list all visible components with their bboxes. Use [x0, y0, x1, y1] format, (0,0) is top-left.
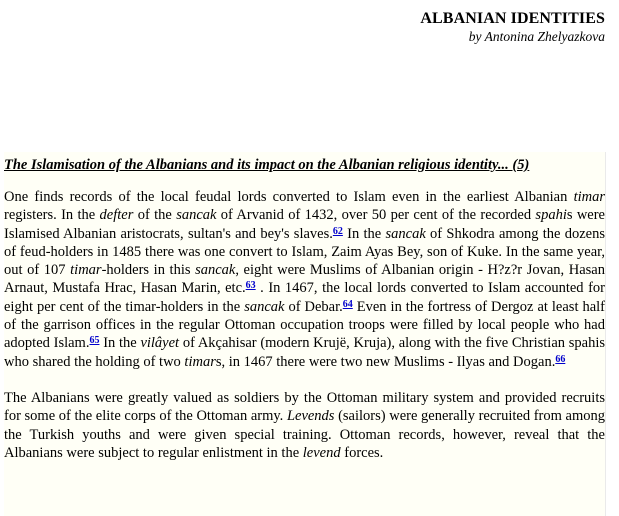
text-run: The Albanians were greatly valued as soldiers by the Ottoman military system and provided recruits for some of the elite corps of the Ottoman army. [4, 389, 605, 425]
italic-term: timar [184, 353, 216, 370]
paragraph-1 [4, 188, 605, 371]
italic-term: defter [99, 207, 134, 224]
italic-term: sancak [195, 262, 236, 279]
italic-term: spahi [535, 207, 567, 224]
article-header [420, 9, 605, 45]
italic-term: timar [573, 189, 605, 205]
text-run: s, in 1467 there were two new Muslims - Ilyas and Dogan. [215, 353, 556, 370]
text-run: In the [342, 225, 386, 242]
article-body [4, 152, 606, 516]
text-run: of Akçahisar (modern Krujë, Kruja), along with the five Christian spahis who shared the holding of two [4, 335, 605, 370]
article-title: ALBANIAN IDENTITIES [420, 10, 605, 27]
paragraph-2 [4, 389, 605, 462]
italic-term: sancak [385, 225, 426, 242]
footnote-link-62[interactable]: 62 [332, 225, 343, 237]
text-run: registers. In the [4, 207, 100, 224]
footnote-link-65[interactable]: 65 [89, 335, 100, 347]
italic-term: sancak [244, 298, 285, 315]
article-author: by Antonina Zhelyazkova [468, 29, 605, 44]
text-run: (sailors) were generally recruited from among the Turkish youths and were given special training. Ottoman records, however, reveal that the Albanians were subject to regular enlistment in the [4, 408, 606, 461]
footnote-link-66[interactable]: 66 [555, 353, 566, 365]
text-run: of Debar. [284, 298, 343, 315]
footnote-link-63[interactable]: 63 [245, 280, 256, 292]
text-run: of the [133, 207, 177, 224]
text-run: Even in the fortress of Dergoz at least half of the garrison offices in the regular Ottoman occupation troops were filled by local people who had adopted Islam. [4, 298, 606, 352]
text-run: In the [99, 335, 141, 352]
section-title: The Islamisation of the Albanians and its impact on the Albanian religious identity... (5) [4, 157, 530, 173]
footnote-link-64[interactable]: 64 [342, 298, 353, 310]
text-run: forces. [340, 444, 384, 461]
text-run: of Shkodra among the dozens of feud-holders in 1485 there was one convert to Islam, Zaim Ayas Bey, son of Kuke. In the same year, out of 107 [4, 225, 605, 279]
italic-term: levend [302, 444, 341, 461]
italic-term: timar [70, 262, 102, 279]
italic-term: Levends [286, 408, 335, 425]
text-run: s were Islamised Albanian aristocrats, sultan's and bey's slaves. [4, 207, 605, 242]
text-run: . In 1467, the local lords converted to Islam accounted for eight per cent of the timar-holders in the [4, 280, 605, 315]
text-run: of Arvanid of 1432, over 50 per cent of the recorded [216, 207, 536, 224]
italic-term: vilâyet [140, 335, 180, 352]
text-run: One finds records of the local feudal lords converted to Islam even in the earliest Albanian [4, 189, 574, 205]
text-run: -holders in this [101, 262, 196, 279]
text-run: , eight were Muslims of Albanian origin - H?z?r Jovan, Hasan Arnaut, Mustafa Hrac, Hasan Marin, etc. [4, 262, 605, 297]
italic-term: sancak [176, 207, 217, 224]
